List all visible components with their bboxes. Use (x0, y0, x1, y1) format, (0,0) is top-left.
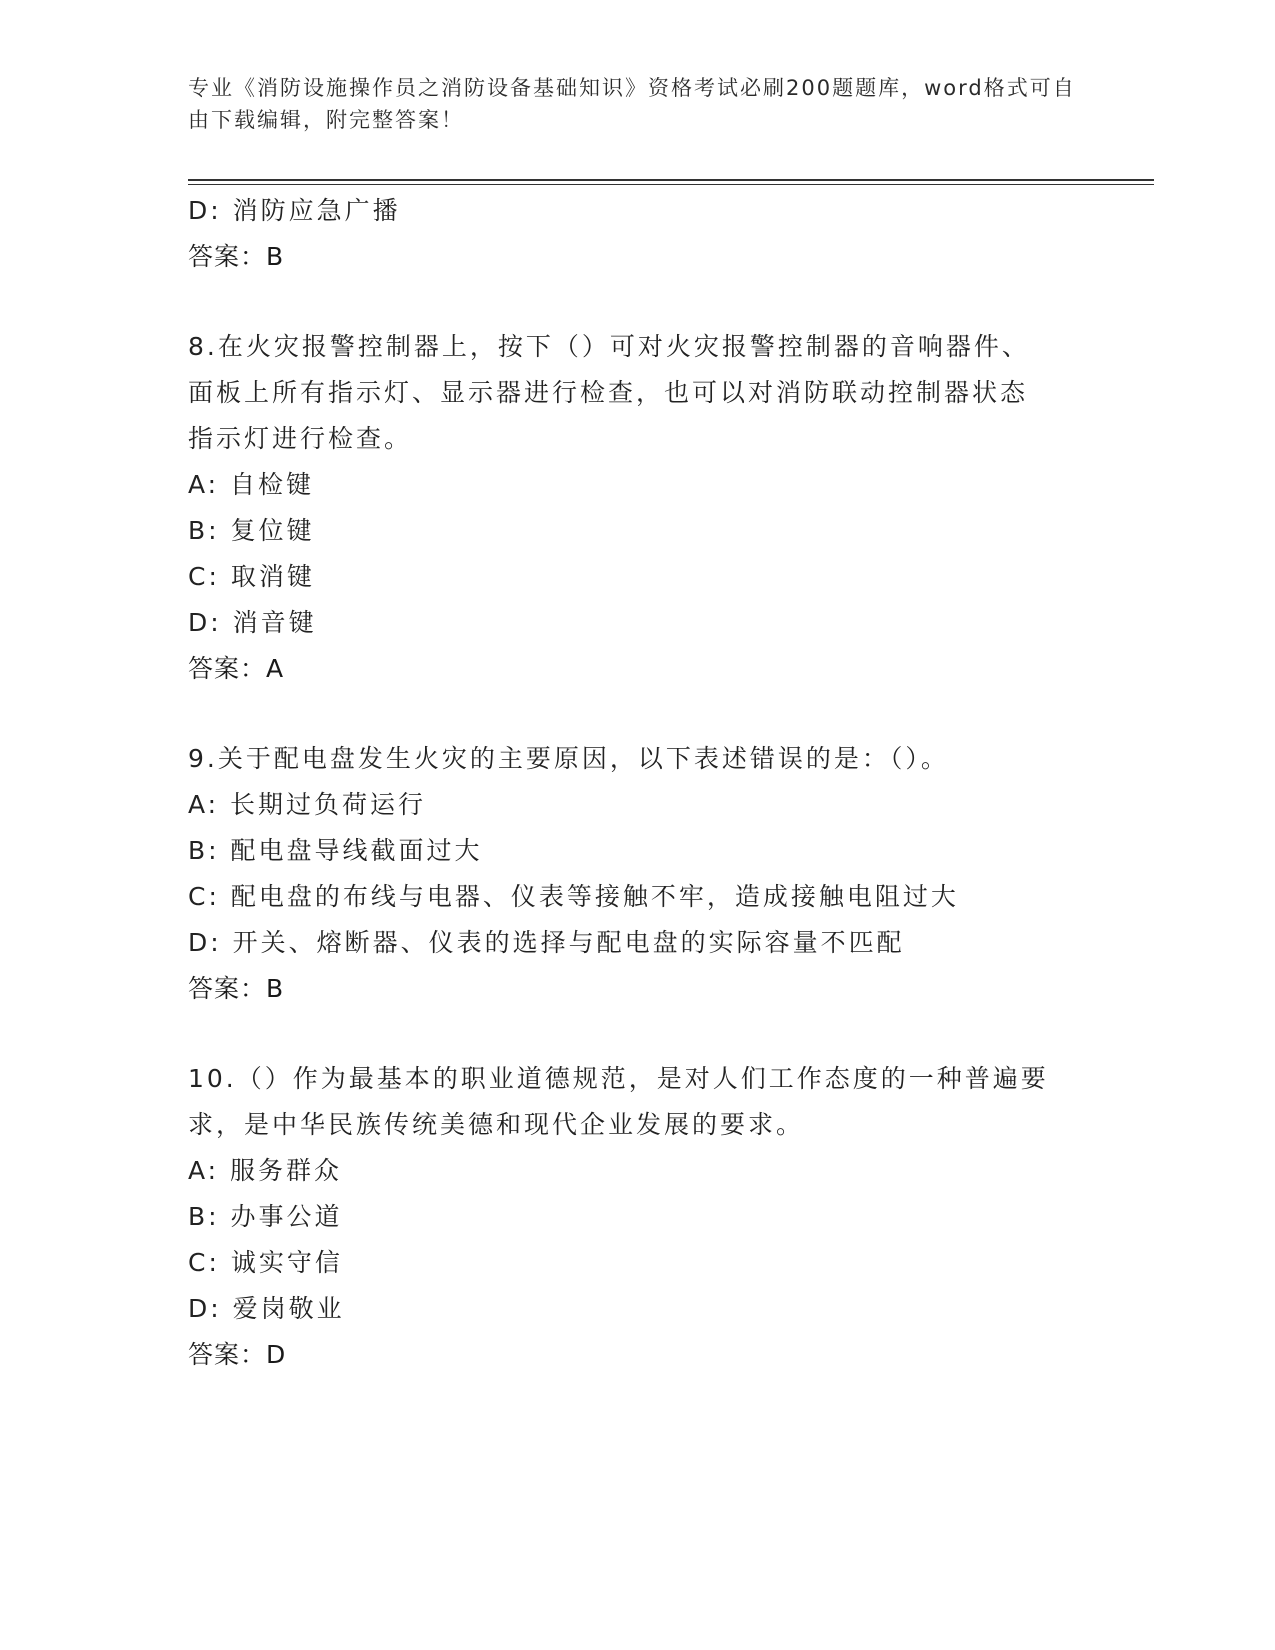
document-header (188, 72, 1088, 136)
question-9 (188, 736, 1088, 1012)
option-d: D: 消音键 (188, 608, 317, 637)
option-b: B: 办事公道 (188, 1202, 343, 1231)
question-8 (188, 324, 1088, 692)
answer-line: 答案：A (188, 654, 285, 683)
option-d: D: 开关、熔断器、仪表的选择与配电盘的实际容量不匹配 (188, 928, 905, 957)
question-text-line: 求，是中华民族传统美德和现代企业发展的要求。 (188, 1110, 805, 1139)
question-text-line: 10.（）作为最基本的职业道德规范，是对人们工作态度的一种普遍要 (188, 1064, 1049, 1093)
option-c: C: 取消键 (188, 562, 315, 591)
document-body (188, 188, 1088, 1378)
option-c: C: 诚实守信 (188, 1248, 343, 1277)
spacer (188, 280, 1088, 324)
header-divider-thin (188, 184, 1154, 185)
answer-line: 答案：B (188, 242, 285, 271)
option-a: A: 长期过负荷运行 (188, 790, 427, 819)
option-a: A: 服务群众 (188, 1156, 343, 1185)
question-text-line: 面板上所有指示灯、显示器进行检查，也可以对消防联动控制器状态 (188, 378, 1029, 407)
option-c: C: 配电盘的布线与电器、仪表等接触不牢，造成接触电阻过大 (188, 882, 959, 911)
spacer (188, 692, 1088, 736)
option-b: B: 复位键 (188, 516, 315, 545)
question-text-line: 9.关于配电盘发生火灾的主要原因，以下表述错误的是：（）。 (188, 744, 949, 773)
spacer (188, 1012, 1088, 1056)
question-text-line: 指示灯进行检查。 (188, 424, 413, 453)
header-text: 专业《消防设施操作员之消防设备基础知识》资格考试必刷200题题库，word格式可自由下载编辑，附完整答案！ (188, 76, 1076, 132)
answer-line: 答案：D (188, 1340, 287, 1369)
option-d: D: 消防应急广播 (188, 196, 401, 225)
header-divider-thick (188, 179, 1154, 181)
question-10 (188, 1056, 1088, 1378)
answer-line: 答案：B (188, 974, 285, 1003)
option-d: D: 爱岗敬业 (188, 1294, 345, 1323)
option-a: A: 自检键 (188, 470, 315, 499)
option-b: B: 配电盘导线截面过大 (188, 836, 483, 865)
question-text-line: 8.在火灾报警控制器上，按下（）可对火灾报警控制器的音响器件、 (188, 332, 1030, 361)
